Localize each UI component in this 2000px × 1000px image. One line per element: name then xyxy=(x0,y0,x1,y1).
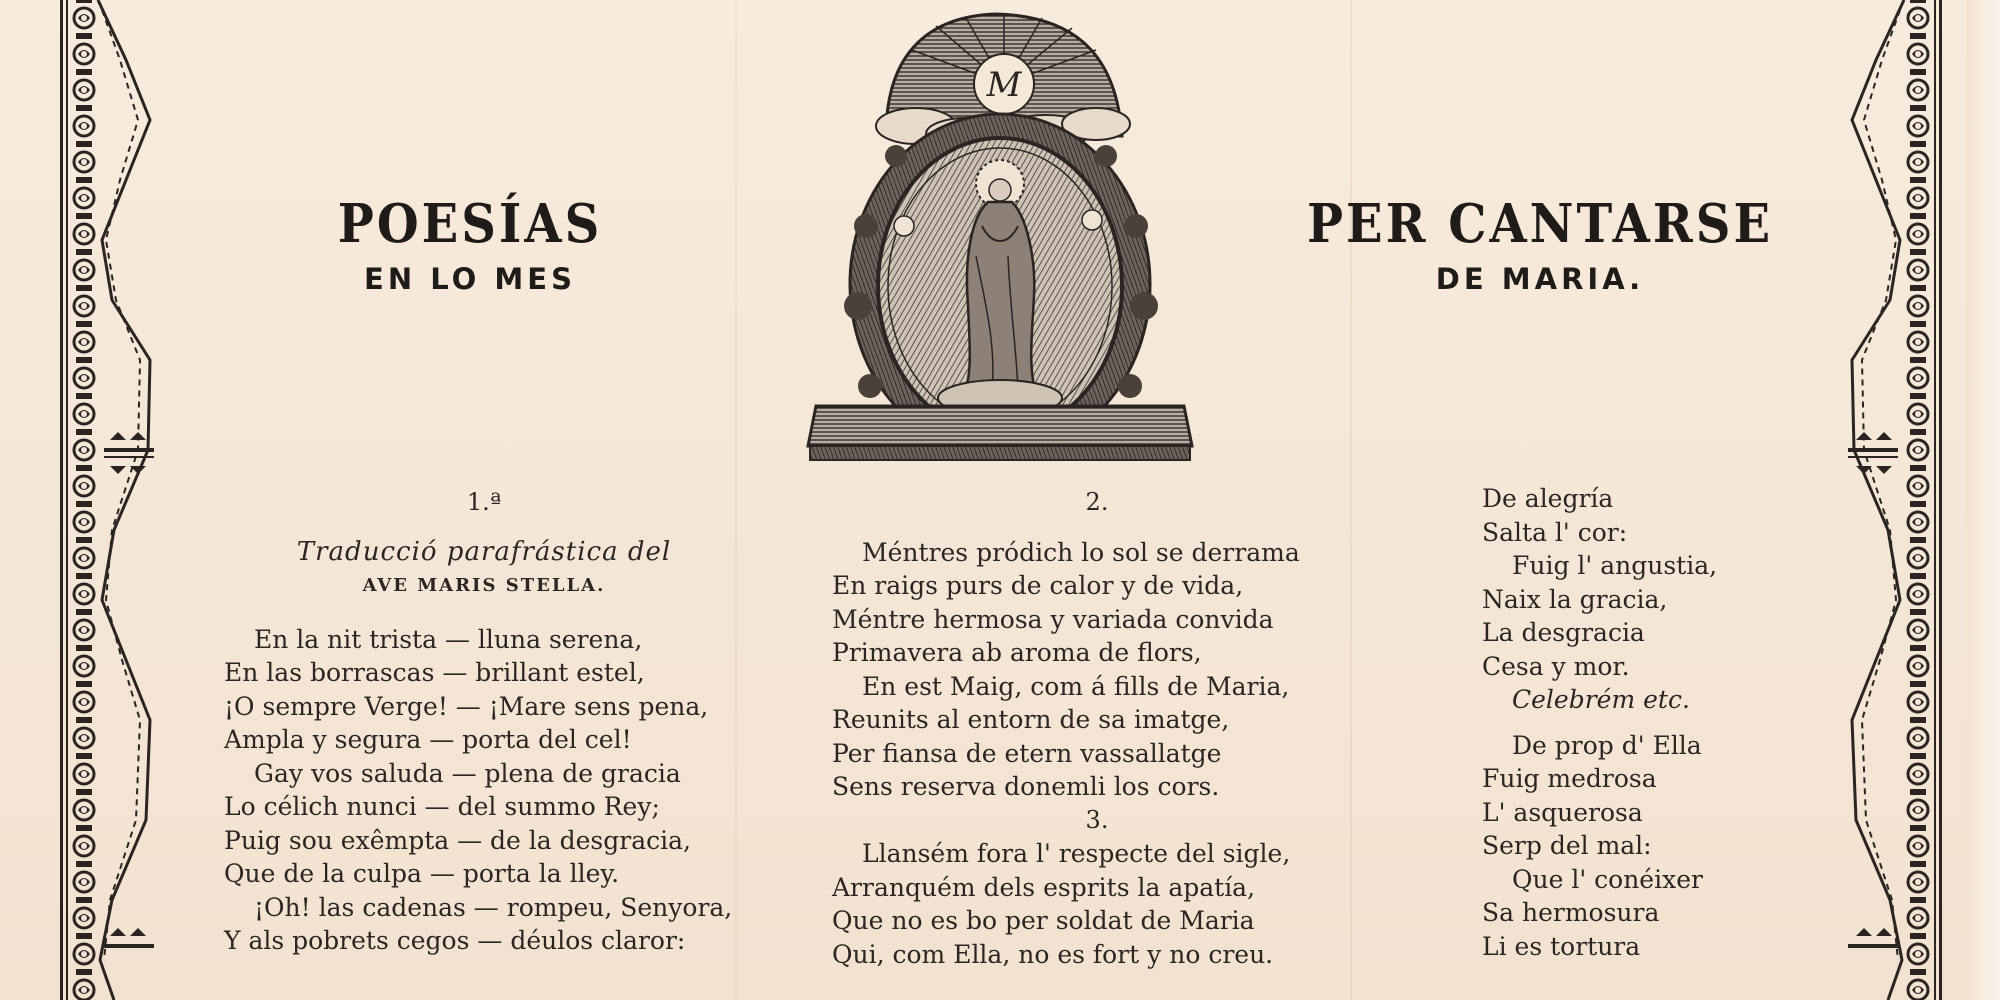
poem-number-3: 3. xyxy=(1085,805,1109,834)
verse-line: Llansém fora l' respecte del sigle, xyxy=(862,839,1291,868)
verse-line: En las borrascas — brillant estel, xyxy=(224,658,645,687)
heading-subtitle-de-maria: DE MARIA. xyxy=(1435,262,1645,296)
verse-line: Lo célich nunci — del summo Rey; xyxy=(224,792,660,821)
refrain-line: Celebrém etc. xyxy=(1512,685,1690,714)
heading-right xyxy=(1300,192,1780,296)
verse-line: ¡O sempre Verge! — ¡Mare sens pena, xyxy=(224,691,709,721)
verse-line: ¡Oh! las cadenas — rompeu, Senyora, xyxy=(254,892,733,922)
verse-line: Sens reserva donemli los cors. xyxy=(832,772,1220,801)
verse-line: Que l' conéixer xyxy=(1512,864,1703,894)
heading-left xyxy=(300,192,640,296)
verse-line: Naix la gracia, xyxy=(1482,584,1668,614)
heading-subtitle-en-lo-mes: EN LO MES xyxy=(364,262,576,296)
stanza-gap xyxy=(1482,717,1802,729)
verse-line: L' asquerosa xyxy=(1482,797,1643,827)
poem-subtitle-italic: Traducció parafrástica del xyxy=(296,536,672,567)
poem-number-2: 2. xyxy=(1085,488,1109,516)
verse-line: Arranquém dels esprits la apatía, xyxy=(832,872,1256,902)
verse-line: Primavera ab aroma de flors, xyxy=(832,638,1202,667)
verse-line: Ampla y segura — porta del cel! xyxy=(224,725,632,754)
verse-line: Que de la culpa — porta la lley. xyxy=(224,859,620,888)
verse-line: Que no es bo per soldat de Maria xyxy=(832,906,1255,935)
ornamental-border-left xyxy=(54,0,158,1000)
poem-number-1: 1.ª xyxy=(466,488,502,516)
verse-line: Serp del mal: xyxy=(1482,831,1652,860)
verse-line: La desgracia xyxy=(1482,618,1645,647)
verse-line: En la nit trista — lluna serena, xyxy=(254,624,643,654)
poem-column-1 xyxy=(224,486,784,958)
verse-line: Puig sou exêmpta — de la desgracia, xyxy=(224,825,691,855)
verse-line: Per fiansa de etern vassallatge xyxy=(832,738,1222,768)
verse-line: Li es tortura xyxy=(1482,931,1641,961)
verse-line: Méntres pródich lo sol se derrama xyxy=(862,537,1300,567)
heading-title-per-cantarse: PER CANTARSE xyxy=(1306,192,1774,256)
poem-subtitle-caps: AVE MARIS STELLA. xyxy=(362,575,606,596)
verse-line: Reunits al entorn de sa imatge, xyxy=(832,705,1230,734)
verse-line: En raigs purs de calor y de vida, xyxy=(832,571,1244,600)
verse-line: Fuig l' angustia, xyxy=(1512,551,1718,580)
heading-title-poesias: POESÍAS xyxy=(337,192,603,256)
svg-text:M: M xyxy=(986,65,1022,105)
poem-column-3 xyxy=(1482,482,1802,963)
verse-line: Gay vos saluda — plena de gracia xyxy=(254,758,681,788)
verse-line: Qui, com Ella, no es fort y no creu. xyxy=(832,939,1274,969)
verse-line: En est Maig, com á fills de Maria, xyxy=(862,671,1290,701)
ornamental-border-right xyxy=(1844,0,1948,1000)
page-edge xyxy=(1966,0,2000,1000)
verse-line: De alegría xyxy=(1482,484,1614,513)
poem-column-2 xyxy=(832,486,1352,971)
verse-line: De prop d' Ella xyxy=(1512,730,1702,760)
verse-line: Sa hermosura xyxy=(1482,898,1660,927)
verse-line: Salta l' cor: xyxy=(1482,517,1628,547)
verse-line: Méntre hermosa y variada convida xyxy=(832,604,1274,634)
verse-line: Fuig medrosa xyxy=(1482,764,1657,793)
virgin-mary-engraving xyxy=(796,6,1200,468)
verse-line: Cesa y mor. xyxy=(1482,651,1630,681)
verse-line: Y als pobrets cegos — déulos claror: xyxy=(224,926,686,955)
